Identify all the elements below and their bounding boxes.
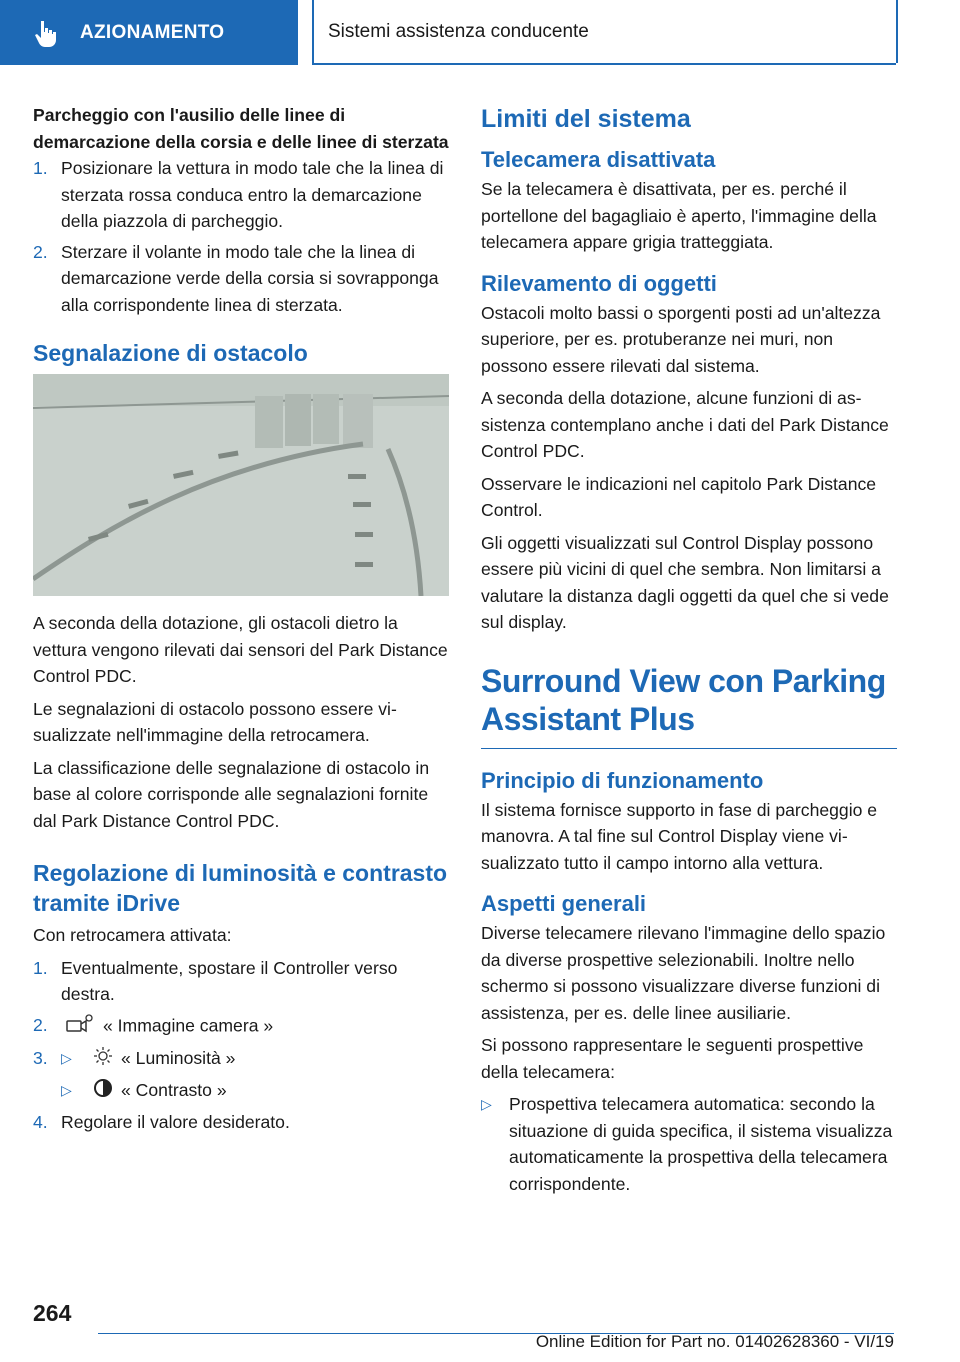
heading-obstacle: Segnalazione di ostacolo <box>33 340 308 366</box>
contrast-icon <box>93 1078 113 1106</box>
steps-list-brightness <box>33 955 449 1136</box>
camera-settings-icon <box>65 1012 95 1042</box>
paragraph: Con retrocamera attivata: <box>33 925 232 945</box>
paragraph: Diverse telecamere rilevano l'immagine dello spazio da diverse prospettive selezionabili. Inoltre nello schermo si possono visualizzare diverse funzioni di assistenza, per es. delle linee ausiliarie. <box>481 923 886 1023</box>
heading-surround-view: Surround View con Parking Assistant Plus <box>481 662 886 737</box>
paragraph: Le segnalazioni di ostacolo possono essere visualizzate nell'immagine della retrocamera. <box>33 698 397 745</box>
header-divider <box>312 63 896 65</box>
chapter-header <box>312 0 898 63</box>
list-item: 1. Eventualmente, spostare il Controller verso destra. <box>33 957 398 1004</box>
heading-camera-off: Telecamera disattivata <box>481 147 716 172</box>
list-item: ▷ « Contrasto » <box>33 1077 449 1105</box>
paragraph: Osservare le indicazioni nel capitolo Park Distance Control. <box>481 473 877 520</box>
right-column <box>481 102 897 1201</box>
triangle-bullet-icon: ▷ <box>61 1050 72 1066</box>
paragraph: La classificazione delle segnalazione di ostacolo in base al colore corrisponde alle segnalazioni fornite dal Park Distance Control PDC. <box>33 757 430 831</box>
heading-brightness: Regolazione di luminosità e contrasto tramite iDrive <box>33 860 448 916</box>
section-title: AZIONAMENTO <box>80 21 225 43</box>
paragraph: A seconda della dotazione, gli ostacoli dietro la vettura vengono rilevati dai sensori del Park Distance Control PDC. <box>33 613 448 686</box>
paragraph: Ostacoli molto bassi o sporgenti posti ad un'altezza superiore, per es. protuberanze nei muri, non possono essere rilevati dal sistema. <box>481 302 881 376</box>
heading-limits: Limiti del sistema <box>481 105 691 133</box>
paragraph: A seconda della dotazione, alcune funzioni di assistenza contemplano anche i dati del Park Distance Control PDC. <box>481 388 889 461</box>
paragraph: Il sistema fornisce supporto in fase di parcheggio e manovra. A tal fine sul Control Display viene visualizzato tutto il campo intorno alla vettura. <box>481 799 878 873</box>
list-item: ▷ Prospettiva telecamera automatica: secondo la situazione di guida specifica, il sistema visualizza automaticamente la prospettiva della telecamera corrispondente. <box>481 1091 897 1197</box>
paragraph: Se la telecamera è disattivata, per es. perché il portellone del bagagliaio è aperto, l'immagine della telecamera appare grigia tratteggiata. <box>481 179 877 252</box>
page-number: 264 <box>33 1300 72 1326</box>
heading-principle: Principio di funzionamento <box>481 767 764 793</box>
triangle-bullet-icon: ▷ <box>61 1082 72 1099</box>
paragraph: Gli oggetti visualizzati sul Control Display possono essere più vicini di quel che sembra. Non limitarsi a valutare la distanza dagli oggetti da quel che si vede sul display. <box>481 532 889 632</box>
rear-camera-illustration <box>33 374 449 596</box>
list-item: 2. Sterzare il volante in modo tale che la linea di demarcazione verde della corsia si sovrapponga alla corrispondente linea di sterzata. <box>33 241 439 315</box>
heading-rule <box>481 748 897 749</box>
edition-text: Online Edition for Part no. 01402628360 - VI/19 <box>535 1332 894 1351</box>
list-item: 1. Posizionare la vettura in modo tale che la linea di sterzata rossa conduca entro la demarcazione della piazzola di parcheggio. <box>33 158 444 231</box>
section-tab[interactable] <box>0 0 298 65</box>
brightness-icon <box>93 1046 113 1074</box>
steps-list-parking <box>33 155 449 318</box>
list-item: 3. ▷ « Luminosità » <box>33 1045 449 1073</box>
paragraph: Si possono rappresentare le seguenti prospettive della telecamera: <box>481 1035 864 1082</box>
hand-pointer-icon <box>30 17 62 49</box>
intro-heading: Parcheggio con l'ausilio delle linee di demarcazione della corsia e delle linee di sterzata <box>33 105 449 152</box>
list-item: 4. Regolare il valore desiderato. <box>33 1112 290 1133</box>
heading-detection: Rilevamento di oggetti <box>481 270 717 296</box>
triangle-bullet-icon: ▷ <box>481 1096 492 1112</box>
left-column <box>33 102 449 1142</box>
list-item: 2. « Immagine camera » <box>33 1012 449 1042</box>
chapter-title: Sistemi assistenza conducente <box>328 20 589 42</box>
heading-general: Aspetti generali <box>481 891 647 916</box>
